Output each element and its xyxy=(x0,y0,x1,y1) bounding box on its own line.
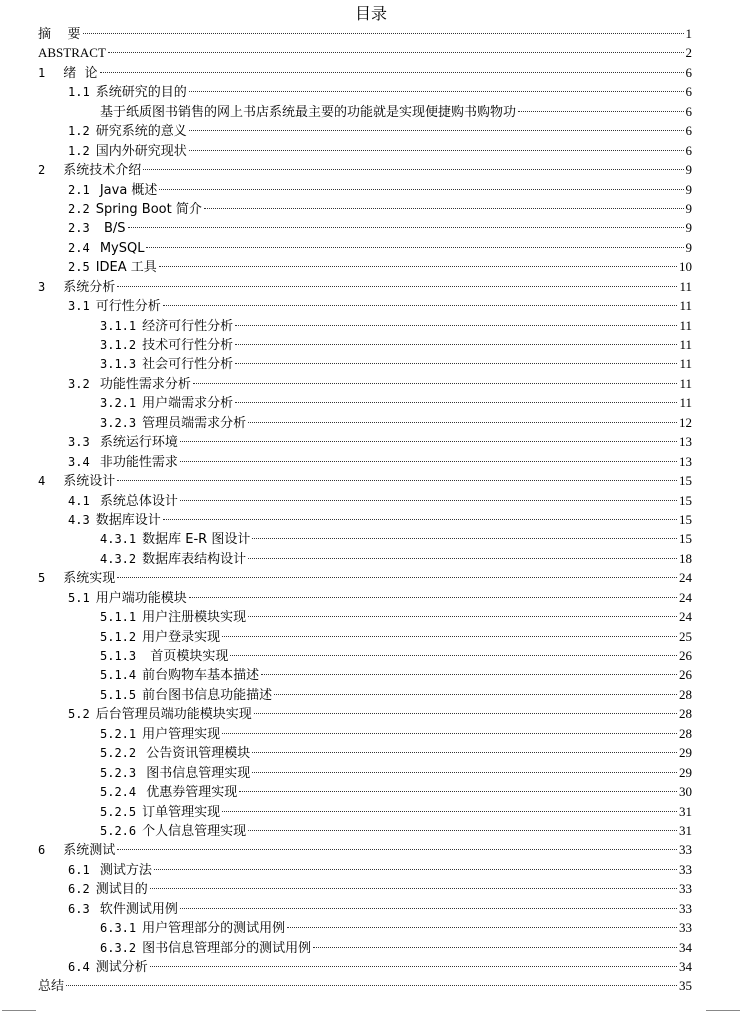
toc-entry-number: 6.4 xyxy=(68,960,90,974)
toc-dot-leader xyxy=(66,985,677,986)
toc-entry-number: 5.1.3 xyxy=(100,649,137,663)
toc-page-number: 33 xyxy=(679,881,692,897)
toc-entry-number: 2.5 xyxy=(68,260,90,275)
toc-entry-number: 5.2.1 xyxy=(100,726,137,741)
toc-dot-leader xyxy=(248,830,677,831)
toc-entry[interactable] xyxy=(38,510,692,529)
toc-entry-title: 国内外研究现状 xyxy=(95,143,187,159)
toc-page-number: 6 xyxy=(685,123,692,139)
toc-page-number: 9 xyxy=(685,220,692,236)
toc-entry[interactable] xyxy=(38,646,692,665)
toc-entry-number: 2.3 xyxy=(68,221,90,236)
toc-dot-leader xyxy=(222,636,677,637)
toc-page-number: 34 xyxy=(679,959,692,974)
toc-entry-number: 6 xyxy=(38,843,46,858)
toc-entry-title: 系统研究的目的 xyxy=(95,85,187,101)
toc-entry-title: 系统测试 xyxy=(63,843,116,859)
toc-entry[interactable] xyxy=(38,257,692,276)
toc-page-number: 31 xyxy=(679,803,692,819)
toc-page-number: 15 xyxy=(679,531,692,547)
toc-entry-number: 2.2 xyxy=(68,201,90,216)
toc-entry-title: MySQL xyxy=(95,240,145,256)
toc-entry-title: 订单管理实现 xyxy=(142,804,221,820)
toc-page-number: 24 xyxy=(679,609,692,625)
toc-entry[interactable] xyxy=(38,277,692,296)
table-of-contents xyxy=(38,24,692,996)
toc-entry-number: 2.4 xyxy=(68,240,90,255)
toc-entry[interactable] xyxy=(38,549,692,568)
toc-dot-leader xyxy=(248,616,677,617)
toc-entry-number: 4.3.2 xyxy=(100,551,137,566)
toc-page-number: 31 xyxy=(679,822,692,838)
toc-entry-title: 用户管理实现 xyxy=(142,726,221,742)
toc-entry[interactable] xyxy=(38,413,692,432)
toc-entry-number: 5.2.4 xyxy=(100,785,137,800)
toc-entry-number: 6.3.1 xyxy=(100,921,137,936)
toc-entry-number: 5.1.1 xyxy=(100,610,137,625)
toc-entry-title: 数据库表结构设计 xyxy=(142,551,247,567)
toc-dot-leader xyxy=(189,130,684,131)
toc-entry-title: 系统运行环境 xyxy=(95,435,178,451)
toc-entry-number: 1.1 xyxy=(68,85,90,100)
toc-dot-leader xyxy=(189,597,677,598)
toc-entry[interactable] xyxy=(38,335,692,354)
toc-dot-leader xyxy=(189,91,684,92)
toc-entry-title: 管理员端需求分析 xyxy=(142,415,247,431)
toc-entry-number: 5.2.2 xyxy=(100,746,137,761)
toc-dot-leader xyxy=(163,519,677,520)
toc-dot-leader xyxy=(154,869,677,870)
toc-page-number: 33 xyxy=(679,920,692,936)
toc-entry-title: 系统技术介绍 xyxy=(63,163,142,179)
toc-dot-leader xyxy=(159,266,677,267)
page-corner-mark-right xyxy=(706,1010,740,1011)
toc-dot-leader xyxy=(159,189,683,190)
toc-entry[interactable] xyxy=(38,704,692,723)
toc-page-number: 28 xyxy=(679,686,692,702)
toc-page-number: 29 xyxy=(679,764,692,780)
toc-dot-leader xyxy=(235,363,677,364)
toc-entry-number: 5.1 xyxy=(68,590,90,605)
toc-dot-leader xyxy=(222,733,677,734)
toc-page-number: 2 xyxy=(685,45,692,61)
toc-page-number: 9 xyxy=(685,181,692,197)
toc-entry-number: 5.1.5 xyxy=(100,687,137,702)
toc-page-number: 13 xyxy=(679,434,692,450)
toc-page-number: 33 xyxy=(679,861,692,877)
toc-entry-title: 总结 xyxy=(38,979,65,995)
toc-entry[interactable] xyxy=(38,918,692,937)
toc-dot-leader xyxy=(146,247,683,248)
toc-dot-leader xyxy=(117,577,677,578)
toc-entry[interactable] xyxy=(38,588,692,607)
toc-dot-leader xyxy=(117,480,677,481)
toc-dot-leader xyxy=(100,72,684,73)
toc-entry-title: 用户注册模块实现 xyxy=(142,610,247,626)
toc-page-number: 9 xyxy=(685,162,692,178)
toc-dot-leader xyxy=(287,927,677,928)
page-corner-mark-left xyxy=(2,1010,36,1011)
toc-dot-leader xyxy=(252,538,677,539)
toc-page-number: 18 xyxy=(679,550,692,566)
toc-dot-leader xyxy=(117,849,677,850)
toc-entry-number: 5.1.4 xyxy=(100,668,137,683)
toc-entry-number: 1.2 xyxy=(68,124,90,139)
toc-entry-title: 测试方法 xyxy=(95,862,152,878)
toc-page-number: 11 xyxy=(679,337,692,352)
toc-entry-title: B/S xyxy=(95,221,126,237)
toc-page-number: 34 xyxy=(679,939,692,955)
toc-entry-number: 1.2 xyxy=(68,143,90,158)
toc-entry[interactable] xyxy=(38,471,692,490)
toc-dot-leader xyxy=(254,713,677,714)
toc-dot-leader xyxy=(143,169,683,170)
toc-entry-title: 可行性分析 xyxy=(95,299,161,315)
toc-entry-title: 软件测试用例 xyxy=(95,901,178,917)
toc-entry-number: 3.1.3 xyxy=(100,357,137,372)
toc-entry[interactable] xyxy=(38,840,692,859)
toc-page-number: 15 xyxy=(679,492,692,508)
toc-entry-title: 系统设计 xyxy=(63,474,116,490)
toc-entry-title: 首页模块实现 xyxy=(142,649,229,664)
toc-entry-number: 3.2.1 xyxy=(100,396,137,411)
toc-dot-leader xyxy=(150,888,677,889)
toc-entry[interactable] xyxy=(38,218,692,237)
toc-dot-leader xyxy=(180,461,677,462)
toc-entry-title: 测试目的 xyxy=(95,882,148,898)
toc-entry-number: 1 xyxy=(38,65,46,80)
toc-entry[interactable] xyxy=(38,180,692,199)
toc-entry-title: ABSTRACT xyxy=(38,45,106,61)
toc-entry-number: 5.2.3 xyxy=(100,765,137,780)
toc-entry-number: 6.2 xyxy=(68,882,90,897)
toc-entry[interactable] xyxy=(38,102,692,121)
toc-page-number: 12 xyxy=(679,414,692,430)
toc-entry[interactable] xyxy=(38,374,692,393)
toc-entry-title: 绪 论 xyxy=(63,65,98,81)
toc-entry[interactable] xyxy=(38,976,692,995)
toc-entry-title: 系统分析 xyxy=(63,279,116,295)
toc-page-number: 29 xyxy=(679,745,692,761)
toc-page-number: 33 xyxy=(679,900,692,916)
toc-entry[interactable] xyxy=(38,665,692,684)
toc-entry-title: 数据库设计 xyxy=(95,512,161,528)
toc-entry-title: 用户登录实现 xyxy=(142,629,221,645)
toc-entry-number: 3.1.2 xyxy=(100,338,137,352)
toc-entry[interactable] xyxy=(38,82,692,101)
toc-entry-title: 个人信息管理实现 xyxy=(142,823,247,839)
toc-entry[interactable] xyxy=(38,957,692,976)
toc-entry-number: 2.1 xyxy=(68,182,90,197)
toc-entry-title: 测试分析 xyxy=(95,960,148,975)
toc-entry-title: IDEA 工具 xyxy=(95,260,157,276)
toc-entry-number: 5.2.5 xyxy=(100,804,137,819)
toc-dot-leader xyxy=(235,325,677,326)
toc-dot-leader xyxy=(83,33,684,34)
toc-dot-leader xyxy=(313,947,677,948)
toc-entry[interactable] xyxy=(38,568,692,587)
toc-dot-leader xyxy=(180,908,677,909)
toc-dot-leader xyxy=(274,694,677,695)
toc-entry[interactable] xyxy=(38,296,692,315)
toc-page-number: 25 xyxy=(679,628,692,644)
toc-page-number: 11 xyxy=(679,317,692,333)
toc-entry[interactable] xyxy=(38,899,692,918)
toc-entry[interactable] xyxy=(38,452,692,471)
toc-entry[interactable] xyxy=(38,238,692,257)
toc-page-number: 6 xyxy=(685,64,692,80)
toc-entry[interactable] xyxy=(38,491,692,510)
toc-page-number: 24 xyxy=(679,570,692,586)
toc-entry-title: 系统总体设计 xyxy=(95,493,178,509)
toc-entry[interactable] xyxy=(38,607,692,626)
toc-page-number: 11 xyxy=(679,356,692,372)
toc-dot-leader xyxy=(252,772,677,773)
toc-page-number: 15 xyxy=(679,511,692,527)
toc-entry[interactable] xyxy=(38,743,692,762)
toc-entry-number: 6.1 xyxy=(68,862,90,877)
toc-page-number: 24 xyxy=(679,589,692,605)
toc-entry-number: 5 xyxy=(38,571,46,586)
toc-entry[interactable] xyxy=(38,316,692,335)
toc-entry[interactable] xyxy=(38,782,692,801)
toc-entry-title: 前台购物车基本描述 xyxy=(142,668,260,684)
toc-dot-leader xyxy=(180,441,677,442)
toc-dot-leader xyxy=(180,500,677,501)
toc-dot-leader xyxy=(235,344,677,345)
toc-page-number: 28 xyxy=(679,706,692,722)
toc-entry-number: 3.1 xyxy=(68,299,90,314)
toc-page-number: 11 xyxy=(679,375,692,391)
toc-entry[interactable] xyxy=(38,43,692,62)
toc-dot-leader xyxy=(189,150,684,151)
toc-dot-leader xyxy=(117,286,677,287)
toc-entry[interactable] xyxy=(38,393,692,412)
toc-page-number: 10 xyxy=(679,259,692,275)
toc-entry[interactable] xyxy=(38,802,692,821)
toc-entry-title: 图书信息管理部分的测试用例 xyxy=(142,940,312,956)
toc-dot-leader xyxy=(230,655,677,656)
toc-title: 目录 xyxy=(354,4,387,23)
toc-page-number: 35 xyxy=(679,978,692,994)
toc-page-number: 6 xyxy=(685,103,692,119)
toc-entry[interactable] xyxy=(38,938,692,957)
toc-entry-number: 3 xyxy=(38,279,46,294)
toc-page-number: 6 xyxy=(685,142,692,158)
toc-page-number: 9 xyxy=(685,200,692,216)
toc-page-number: 6 xyxy=(685,84,692,100)
toc-dot-leader xyxy=(128,227,684,228)
toc-page-number: 11 xyxy=(679,298,692,314)
toc-page-number: 30 xyxy=(679,784,692,800)
toc-entry-title: 功能性需求分析 xyxy=(95,376,191,392)
toc-entry[interactable] xyxy=(38,860,692,879)
toc-dot-leader xyxy=(204,208,684,209)
toc-page-number: 1 xyxy=(685,26,692,41)
toc-dot-leader xyxy=(248,422,677,423)
toc-dot-leader xyxy=(193,383,678,384)
toc-entry-number: 4.3.1 xyxy=(100,532,137,547)
toc-entry-title: 前台图书信息功能描述 xyxy=(142,687,273,703)
toc-entry[interactable] xyxy=(38,121,692,140)
toc-entry-title: 研究系统的意义 xyxy=(95,124,187,140)
toc-entry-number: 3.2.3 xyxy=(100,415,137,430)
toc-entry-number: 5.1.2 xyxy=(100,629,137,644)
toc-entry[interactable] xyxy=(38,63,692,82)
toc-entry-title: 系统实现 xyxy=(63,571,116,587)
toc-entry-title: Spring Boot 简介 xyxy=(95,201,202,217)
toc-entry[interactable] xyxy=(38,879,692,898)
toc-entry[interactable] xyxy=(38,354,692,373)
toc-entry[interactable] xyxy=(38,160,692,179)
toc-dot-leader xyxy=(239,791,677,792)
toc-dot-leader xyxy=(163,305,678,306)
toc-entry-title: 用户端功能模块 xyxy=(95,590,187,606)
toc-entry[interactable] xyxy=(38,724,692,743)
toc-entry-number: 4.1 xyxy=(68,493,90,508)
toc-entry-number: 2 xyxy=(38,163,46,178)
toc-entry-number: 6.3.2 xyxy=(100,940,137,955)
toc-entry-number: 3.1.1 xyxy=(100,318,137,333)
toc-entry-title: 用户管理部分的测试用例 xyxy=(142,921,286,937)
toc-entry-title: 技术可行性分析 xyxy=(142,338,234,353)
toc-entry[interactable] xyxy=(38,821,692,840)
toc-entry-title: 社会可行性分析 xyxy=(142,357,234,373)
toc-entry-title: 非功能性需求 xyxy=(95,454,178,470)
toc-entry[interactable] xyxy=(38,432,692,451)
toc-page-number: 26 xyxy=(679,667,692,683)
toc-entry[interactable] xyxy=(38,199,692,218)
toc-page-number: 13 xyxy=(679,453,692,469)
toc-dot-leader xyxy=(252,752,677,753)
toc-entry[interactable] xyxy=(38,529,692,548)
toc-page-number: 15 xyxy=(679,473,692,489)
toc-entry-title: Java 概述 xyxy=(95,182,158,198)
toc-entry-title: 数据库 E-R 图设计 xyxy=(142,532,251,548)
toc-entry-number: 6.3 xyxy=(68,901,90,916)
toc-entry-title: 基于纸质图书销售的网上书店系统最主要的功能就是实现便捷购书购物功 xyxy=(100,104,517,120)
toc-page-number: 9 xyxy=(685,239,692,255)
toc-dot-leader xyxy=(235,402,677,403)
toc-entry-number: 5.2.6 xyxy=(100,823,137,838)
toc-page-number: 26 xyxy=(679,648,692,663)
toc-entry-number: 3.2 xyxy=(68,376,90,391)
toc-entry-title: 摘 要 xyxy=(38,27,81,42)
toc-entry-number: 4 xyxy=(38,474,46,489)
toc-entry-number: 3.3 xyxy=(68,435,90,450)
toc-entry-title: 公告资讯管理模块 xyxy=(142,746,251,762)
toc-dot-leader xyxy=(150,966,677,967)
toc-entry[interactable] xyxy=(38,627,692,646)
toc-page-number: 11 xyxy=(679,278,692,294)
toc-entry-number: 3.4 xyxy=(68,454,90,469)
toc-entry-title: 用户端需求分析 xyxy=(142,396,234,412)
toc-dot-leader xyxy=(222,811,677,812)
toc-entry-number: 5.2 xyxy=(68,707,90,722)
toc-entry-number: 4.3 xyxy=(68,512,90,527)
toc-dot-leader xyxy=(248,558,677,559)
toc-page-number: 33 xyxy=(679,842,692,858)
toc-page-number: 11 xyxy=(679,395,692,411)
toc-entry[interactable] xyxy=(38,763,692,782)
toc-dot-leader xyxy=(518,111,683,112)
toc-entry-title: 图书信息管理实现 xyxy=(142,765,251,781)
toc-entry-title: 经济可行性分析 xyxy=(142,318,234,334)
toc-entry[interactable] xyxy=(38,141,692,160)
toc-dot-leader xyxy=(261,674,677,675)
toc-entry-title: 优惠券管理实现 xyxy=(142,785,238,801)
toc-entry[interactable] xyxy=(38,685,692,704)
toc-entry[interactable] xyxy=(38,24,692,43)
toc-entry-title: 后台管理员端功能模块实现 xyxy=(95,707,252,723)
toc-page-number: 28 xyxy=(679,725,692,741)
toc-dot-leader xyxy=(108,52,684,53)
